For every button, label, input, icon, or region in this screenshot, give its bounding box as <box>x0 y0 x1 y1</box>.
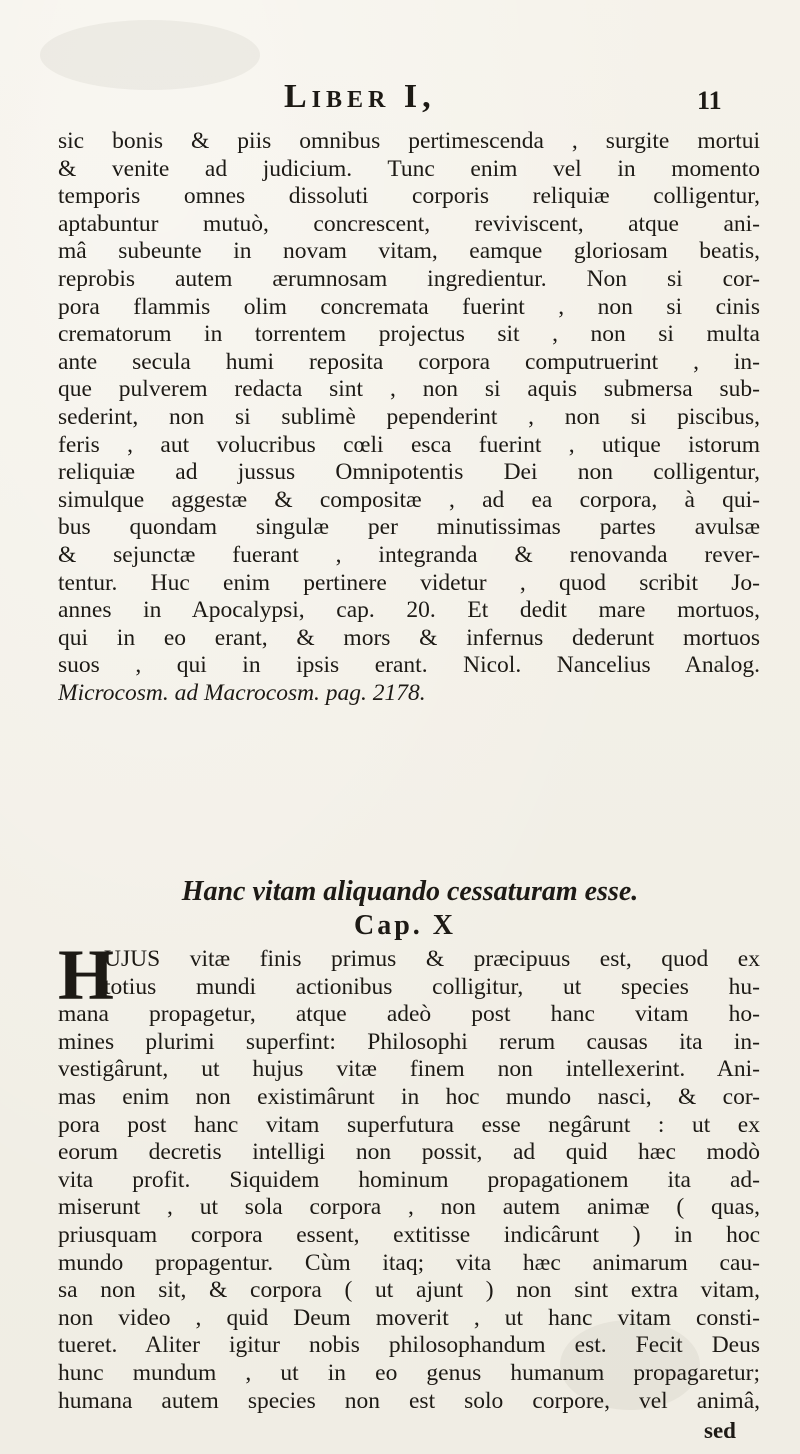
text-line: simulque aggestæ & compositæ , ad ea corpora, à qui- <box>58 486 760 513</box>
text-line-citation: Microcosm. ad Macrocosm. pag. 2178. <box>58 679 426 706</box>
section-heading: Hanc vitam aliquando cessaturam esse. <box>181 876 639 907</box>
page-number: 11 <box>697 86 722 115</box>
text-line: reprobis autem ærumnosam ingredientur. Non si cor- <box>58 265 760 292</box>
text-line: que pulverem redacta sint , non si aquis submersa sub- <box>58 376 760 403</box>
text-line: qui in eo erant, & mors & infernus dederunt mortuos <box>58 624 760 651</box>
text-line: humana autem species non est solo corpore, vel animâ, <box>58 1387 760 1414</box>
text-line: mundo propagentur. Cùm itaq; vita hæc animarum cau- <box>58 1249 760 1276</box>
running-head: Liber I, <box>284 78 436 115</box>
text-line: annes in Apocalypsi, cap. 20. Et dedit mare mortuos, <box>58 597 760 624</box>
text-line: tueret. Aliter igitur nobis philosophandum est. Fecit Deus <box>58 1332 760 1359</box>
text-line: hunc mundum , ut in eo genus humanum propagaretur; <box>58 1359 760 1386</box>
text-line: eorum decretis intelligi non possit, ad quid hæc modò <box>58 1139 760 1166</box>
text-line: & sejunctæ fuerant , integranda & renovanda rever- <box>58 541 760 568</box>
text-line: ante secula humi reposita corpora computruerint , in- <box>58 348 760 375</box>
text-line: & venite ad judicium. Tunc enim vel in momento <box>58 155 760 182</box>
text-line: totius mundi actionibus colligitur, ut species hu- <box>104 973 760 1000</box>
text-line: mines plurimi superfint: Philosophi rerum causas ita in- <box>58 1028 760 1055</box>
text-line: vita profit. Siquidem hominum propagationem ita ad- <box>58 1166 760 1193</box>
text-line: sa non sit, & corpora ( ut ajunt ) non sint extra vitam, <box>58 1277 760 1304</box>
text-line: crematorum in torrentem projectus sit , non si multa <box>58 321 760 348</box>
text-line: temporis omnes dissoluti corporis reliquiæ colligentur, <box>58 183 760 210</box>
text-line: mâ subeunte in novam vitam, eamque gloriosam beatis, <box>58 238 760 265</box>
body-text <box>58 128 760 707</box>
text-line: vestigârunt, ut hujus vitæ finem non intellexerint. Ani- <box>58 1056 760 1083</box>
page-header <box>0 78 800 118</box>
text-line: reliquiæ ad jussus Omnipotentis Dei non colligentur, <box>58 459 760 486</box>
text-line: UJUS vitæ finis primus & præcipuus est, quod ex <box>104 946 760 972</box>
text-line: bus quondam singulæ per minutissimas partes avulsæ <box>58 514 760 541</box>
text-line: pora flammis olim concremata fuerint , non si cinis <box>58 293 760 320</box>
text-line: pora post hanc vitam superfutura esse negârunt : ut ex <box>58 1111 760 1138</box>
text-line: sederint, non si sublimè pependerint , non si piscibus, <box>58 403 760 430</box>
drop-capital: H <box>58 935 116 1015</box>
text-line: mana propagetur, atque adeò post hanc vitam ho- <box>58 1001 760 1028</box>
text-line: sic bonis & piis omnibus pertimescenda , surgite mortui <box>58 128 760 154</box>
text-line: mas enim non existimârunt in hoc mundo nasci, & cor- <box>58 1083 760 1110</box>
text-line: priusquam corpora essent, extitisse indicârunt ) in hoc <box>58 1221 760 1248</box>
text-line: miserunt , ut sola corpora , non autem animæ ( quas, <box>58 1194 760 1221</box>
text-line: suos , qui in ipsis erant. Nicol. Nancelius Analog. <box>58 652 760 679</box>
text-line: non video , quid Deum moverit , ut hanc vitam consti- <box>58 1304 760 1331</box>
text-line: feris , aut volucribus cœli esca fuerint , utique istorum <box>58 431 760 458</box>
catchword: sed <box>704 1418 736 1443</box>
chapter-text <box>58 935 760 1415</box>
text-line: tentur. Huc enim pertinere videtur , quod scribit Jo- <box>58 569 760 596</box>
chapter-label: Cap. X <box>353 910 456 941</box>
text-line: aptabuntur mutuò, concrescent, reviviscent, atque ani- <box>58 210 760 237</box>
